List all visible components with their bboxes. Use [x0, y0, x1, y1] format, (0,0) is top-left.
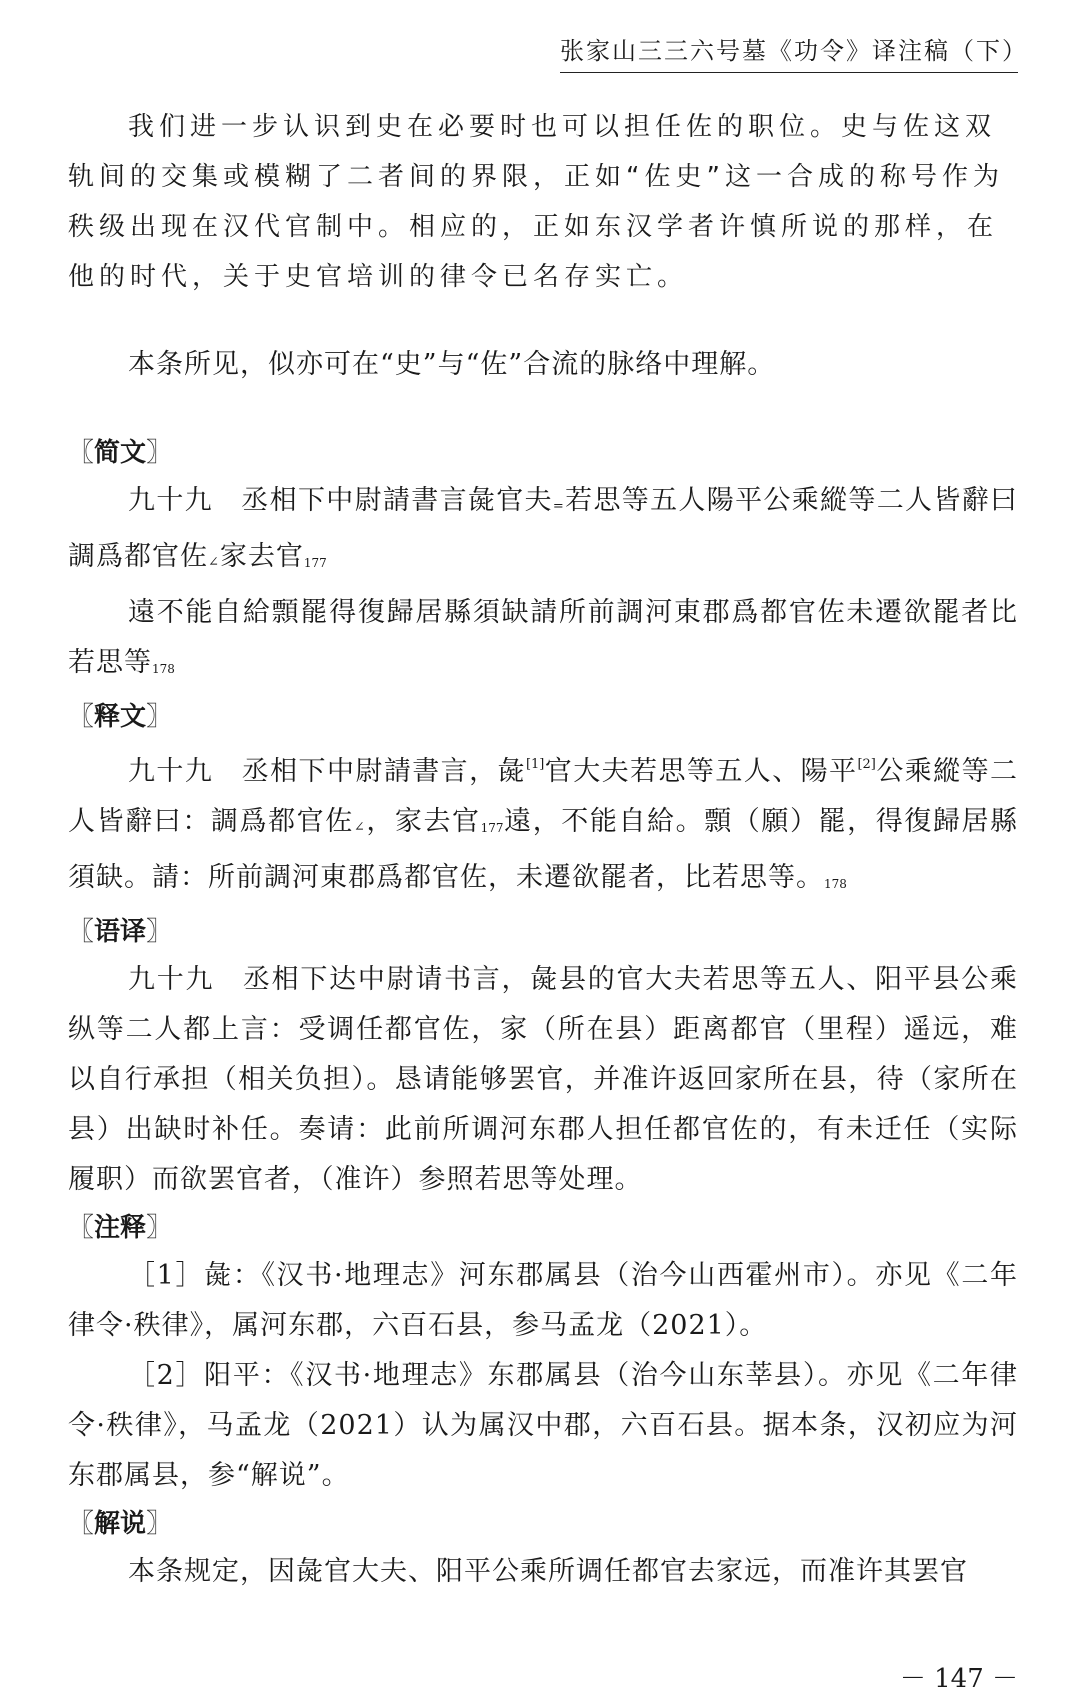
- section-heading-jianwen: 〖简文〗: [68, 438, 173, 468]
- note-ref-1: [1]: [525, 757, 545, 772]
- page-body: [68, 102, 1018, 1597]
- section-heading-yuyi: 〖语译〗: [68, 917, 173, 947]
- slip-number: 177: [480, 821, 504, 835]
- jianwen-paragraph-2: 遠不能自給顠罷得復歸居縣須缺請所前調河東郡爲都官佐未遷欲罷者比若思等178: [68, 597, 1018, 678]
- running-title: 张家山三三六号墓《功令》译注稿（下）: [560, 37, 1028, 65]
- slip-number: 178: [824, 877, 847, 891]
- page-number: － 147 －: [899, 1664, 1018, 1694]
- note-2: ［2］阳平：《汉书·地理志》东郡属县（治今山东莘县）。亦见《二年律令·秩律》，马孟龙（2021）认为属汉中郡，六百石县。据本条，汉初应为河东郡属县，参“解说”。: [68, 1360, 1018, 1491]
- jieshuo-paragraph: 本条规定，因彘官大夫、阳平公乘所调任都官去家远，而准许其罢官: [128, 1556, 968, 1587]
- shiwen-paragraph: 九十九 丞相下中尉請書言，彘[1]官大夫若思等五人、陽平[2]公乘縱等二人皆辭曰：調爲都官佐∠，家去官177遠，不能自給。顠（願）罷，得復歸居縣須缺。請：所前調河東郡爲都官佐，未遷欲罷者，比若思等。178: [68, 756, 1019, 893]
- yuyi-paragraph: 九十九 丞相下达中尉请书言，彘县的官大夫若思等五人、阳平县公乘纵等二人都上言：受调任都官佐，家（所在县）距离都官（里程）遥远，难以自行承担（相关负担）。恳请能够罢官，并准许返回家所在县，待（家所在县）出缺时补任。奏请：此前所调河东郡人担任都官佐的，有未迁任（实际履职）而欲罢官者，（准许）参照若思等处理。: [68, 964, 1018, 1195]
- section-heading-jieshuo: 〖解说〗: [68, 1509, 173, 1539]
- slip-number: 177: [303, 556, 327, 570]
- running-header: [560, 30, 1028, 73]
- intro-closing: 本条所见，似亦可在“史”与“佐”合流的脉络中理解。: [128, 349, 776, 380]
- section-heading-shiwen: 〖释文〗: [68, 702, 173, 732]
- slip-number: 178: [152, 662, 175, 676]
- section-heading-zhushi: 〖注释〗: [68, 1213, 173, 1243]
- intro-quote: 我们进一步认识到史在必要时也可以担任佐的职位。史与佐这双轨间的交集或模糊了二者间的界限，正如“佐史”这一合成的称号作为秩级出现在汉代官制中。相应的，正如东汉学者许慎所说的那样，在他的时代，关于史官培训的律令已名存实亡。: [68, 112, 1004, 292]
- jianwen-paragraph-1: 九十九 丞相下中尉請書言彘官夫=若思等五人陽平公乘縱等二人皆辭曰調爲都官佐∠家去官177: [68, 485, 1019, 572]
- note-1: ［1］彘：《汉书·地理志》河东郡属县（治今山西霍州市）。亦见《二年律令·秩律》，属河东郡，六百石县，参马孟龙（2021）。: [68, 1260, 1018, 1341]
- note-ref-2: [2]: [857, 757, 876, 772]
